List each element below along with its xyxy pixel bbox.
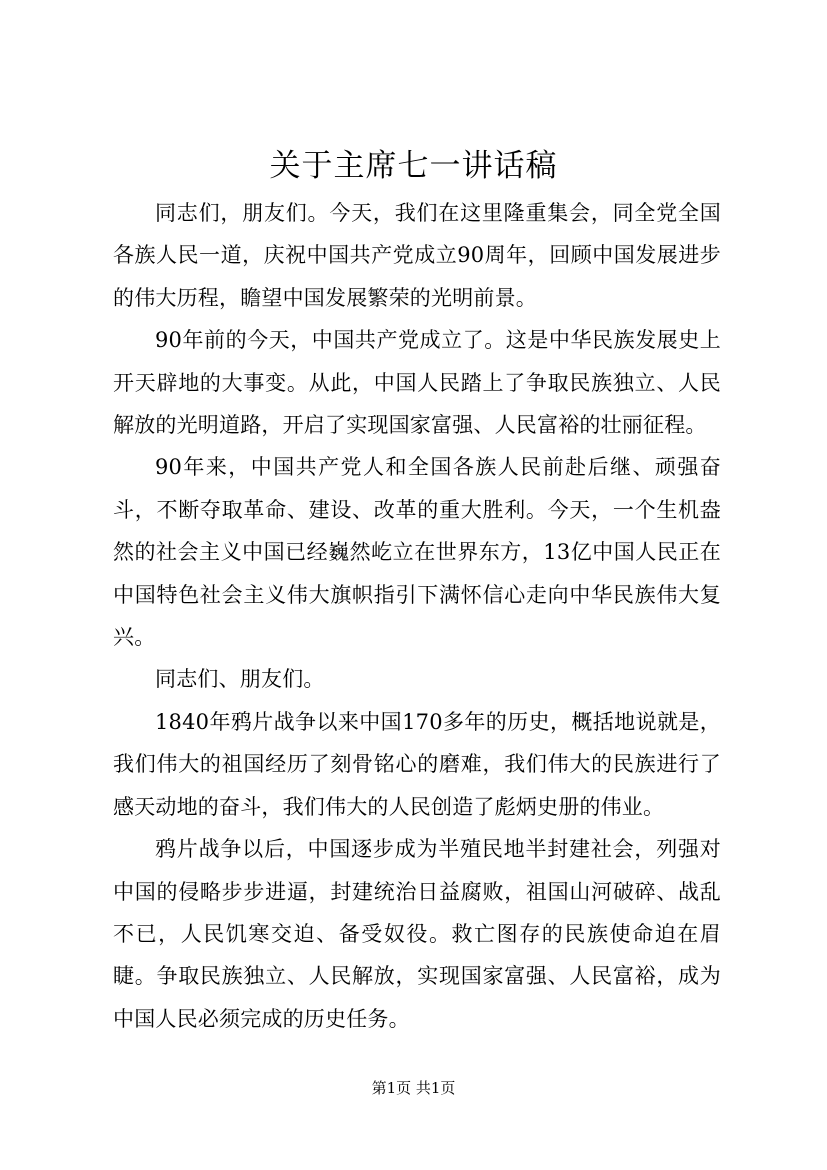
paragraph: 90年来，中国共产党人和全国各族人民前赴后继、顽强奋斗，不断夺取革命、建设、改革的重大胜利。今天，一个生机盎然的社会主义中国已经巍然屹立在世界东方，13亿中国人民正在中国特色社会主义伟大旗帜指引下满怀信心走向中华民族伟大复兴。 xyxy=(113,455,721,650)
paragraph: 90年前的今天，中国共产党成立了。这是中华民族发展史上开天辟地的大事变。从此，中国人民踏上了争取民族独立、人民解放的光明道路，开启了实现国家富强、人民富裕的壮丽征程。 xyxy=(113,328,721,438)
page-number-label: 第1页 共1页 xyxy=(371,1079,456,1097)
document-title: 关于主席七一讲话稿 xyxy=(269,148,558,184)
paragraph: 1840年鸦片战争以来中国170多年的历史，概括地说就是，我们伟大的祖国经历了刻骨铭心的磨难，我们伟大的民族进行了感天动地的奋斗，我们伟大的人民创造了彪炳史册的伟业。 xyxy=(113,709,721,819)
page-footer xyxy=(0,1078,827,1098)
document-body xyxy=(113,192,721,1040)
paragraph: 鸦片战争以后，中国逐步成为半殖民地半封建社会，列强对中国的侵略步步进逼，封建统治日益腐败，祖国山河破碎、战乱不已，人民饥寒交迫、备受奴役。救亡图存的民族使命迫在眉睫。争取民族独立、人民解放，实现国家富强、人民富裕，成为中国人民必须完成的历史任务。 xyxy=(113,837,721,1031)
paragraph: 同志们、朋友们。 xyxy=(155,667,325,692)
paragraph: 同志们，朋友们。今天，我们在这里隆重集会，同全党全国各族人民一道，庆祝中国共产党成立90周年，回顾中国发展进步的伟大历程，瞻望中国发展繁荣的光明前景。 xyxy=(113,201,721,310)
